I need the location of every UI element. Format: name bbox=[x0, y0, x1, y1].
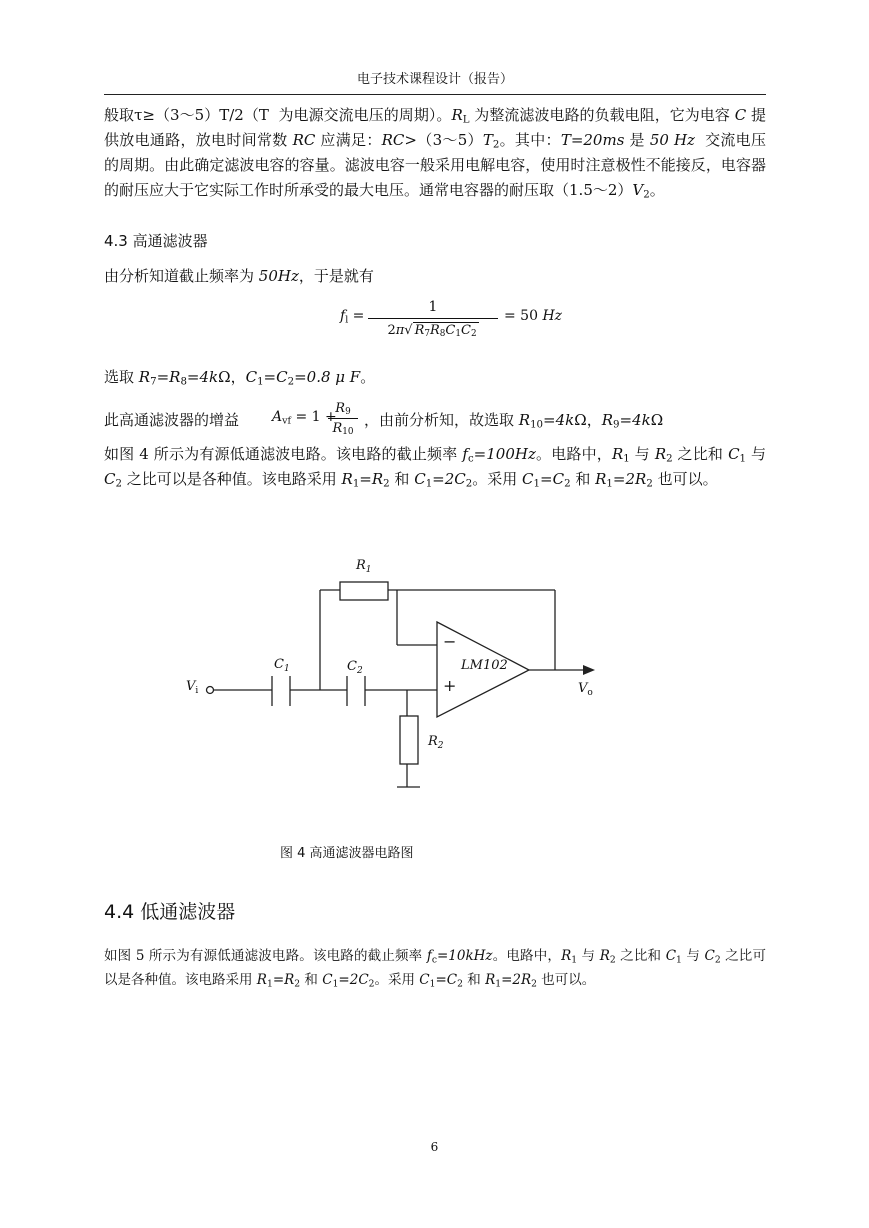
paragraph-figure4-description: 如图 4 所示为有源低通滤波电路。该电路的截止频率 $f_c=100Hz$。电路中，$R_1$ 与 $R_2$ 之比和 $C_1$ 与 $C_2$ 之比可以是各种值。该电路采用 $R_1=R_2$ 和 $C_1=2C_2$。采用 $C_1=C_2$ 和 $R_1=2R_2$ 也可以。 bbox=[104, 445, 766, 490]
label-opamp: LM102 bbox=[461, 658, 508, 673]
input-terminal bbox=[207, 687, 214, 694]
formula-rhs: = 50 Hz bbox=[504, 308, 563, 324]
gain-fraction: $R_9$ $R_{10}$ bbox=[328, 400, 358, 439]
paragraph-filter-capacitor: 般取τ≥（3～5）T/2（T 为电源交流电压的周期）。$R_L$ 为整流滤波电路的负载电阻，它为电容 C 提供放电通路，放电时间常数 RC 应满足：$RC>(3\sim 5)T_2$。其中：T=20ms 是 50 Hz 交流电压的周期。由此确定滤波电容的容量。滤波电容一般采用电解电容，使用时注意极性不能接反，电容器的耐压应大于它实际工作时所承受的最大电压。通常电容器的耐压取$(1.5\sim 2)V_2$。 bbox=[104, 106, 766, 201]
formula-numerator: 1 bbox=[428, 299, 438, 315]
label-vo: $V_o$ bbox=[578, 681, 593, 698]
gain-prefix: 此高通滤波器的增益 bbox=[104, 411, 240, 429]
resistor-r1 bbox=[340, 582, 388, 600]
page-number: 6 bbox=[430, 1140, 439, 1154]
label-vi: $V_i$ bbox=[186, 679, 199, 696]
resistor-r2 bbox=[400, 716, 418, 764]
label-r1: $R_1$ bbox=[356, 558, 372, 575]
label-r2: $R_2$ bbox=[428, 734, 444, 751]
section-heading-4-4: 4.4 低通滤波器 bbox=[104, 901, 236, 923]
gain-suffix: ，由前分析知，故选取 $R_{10}=4k\Omega$，$R_9=4k\Omega$ bbox=[364, 411, 664, 431]
label-c2: $C_2$ bbox=[347, 659, 363, 676]
section-heading-4-3: 4.3 高通滤波器 bbox=[104, 232, 208, 250]
label-plus: + bbox=[443, 676, 457, 695]
paragraph-figure5-description: 如图 5 所示为有源低通滤波电路。该电路的截止频率 $f_c=10kHz$。电路中，$R_1$ 与 $R_2$ 之比和 $C_1$ 与 $C_2$ 之比可以是各种值。该电路采用 $R_1=R_2$ 和 $C_1=2C_2$。采用 $C_1=C_2$ 和 $R_1=2R_2$ 也可以。 bbox=[104, 948, 766, 990]
label-c1: $C_1$ bbox=[274, 657, 290, 674]
cutoff-intro: 由分析知道截止频率为 50Hz，于是就有 bbox=[104, 267, 374, 285]
gain-expression: $A_{vf} = 1$ + bbox=[272, 409, 337, 427]
formula-denominator: 2π√ $R_7R_8C_1C_2$ bbox=[387, 323, 477, 340]
output-arrow bbox=[583, 665, 595, 675]
figure-caption: 图 4 高通滤波器电路图 bbox=[280, 846, 414, 861]
formula-lhs: $f_l$ = bbox=[340, 308, 365, 326]
page-header: 电子技术课程设计（报告） bbox=[356, 72, 513, 87]
component-selection: 选取 $R_7=R_8=4k\Omega$，$C_1=C_2=0.8$ μ F。 bbox=[104, 368, 376, 388]
label-minus: − bbox=[443, 632, 457, 651]
